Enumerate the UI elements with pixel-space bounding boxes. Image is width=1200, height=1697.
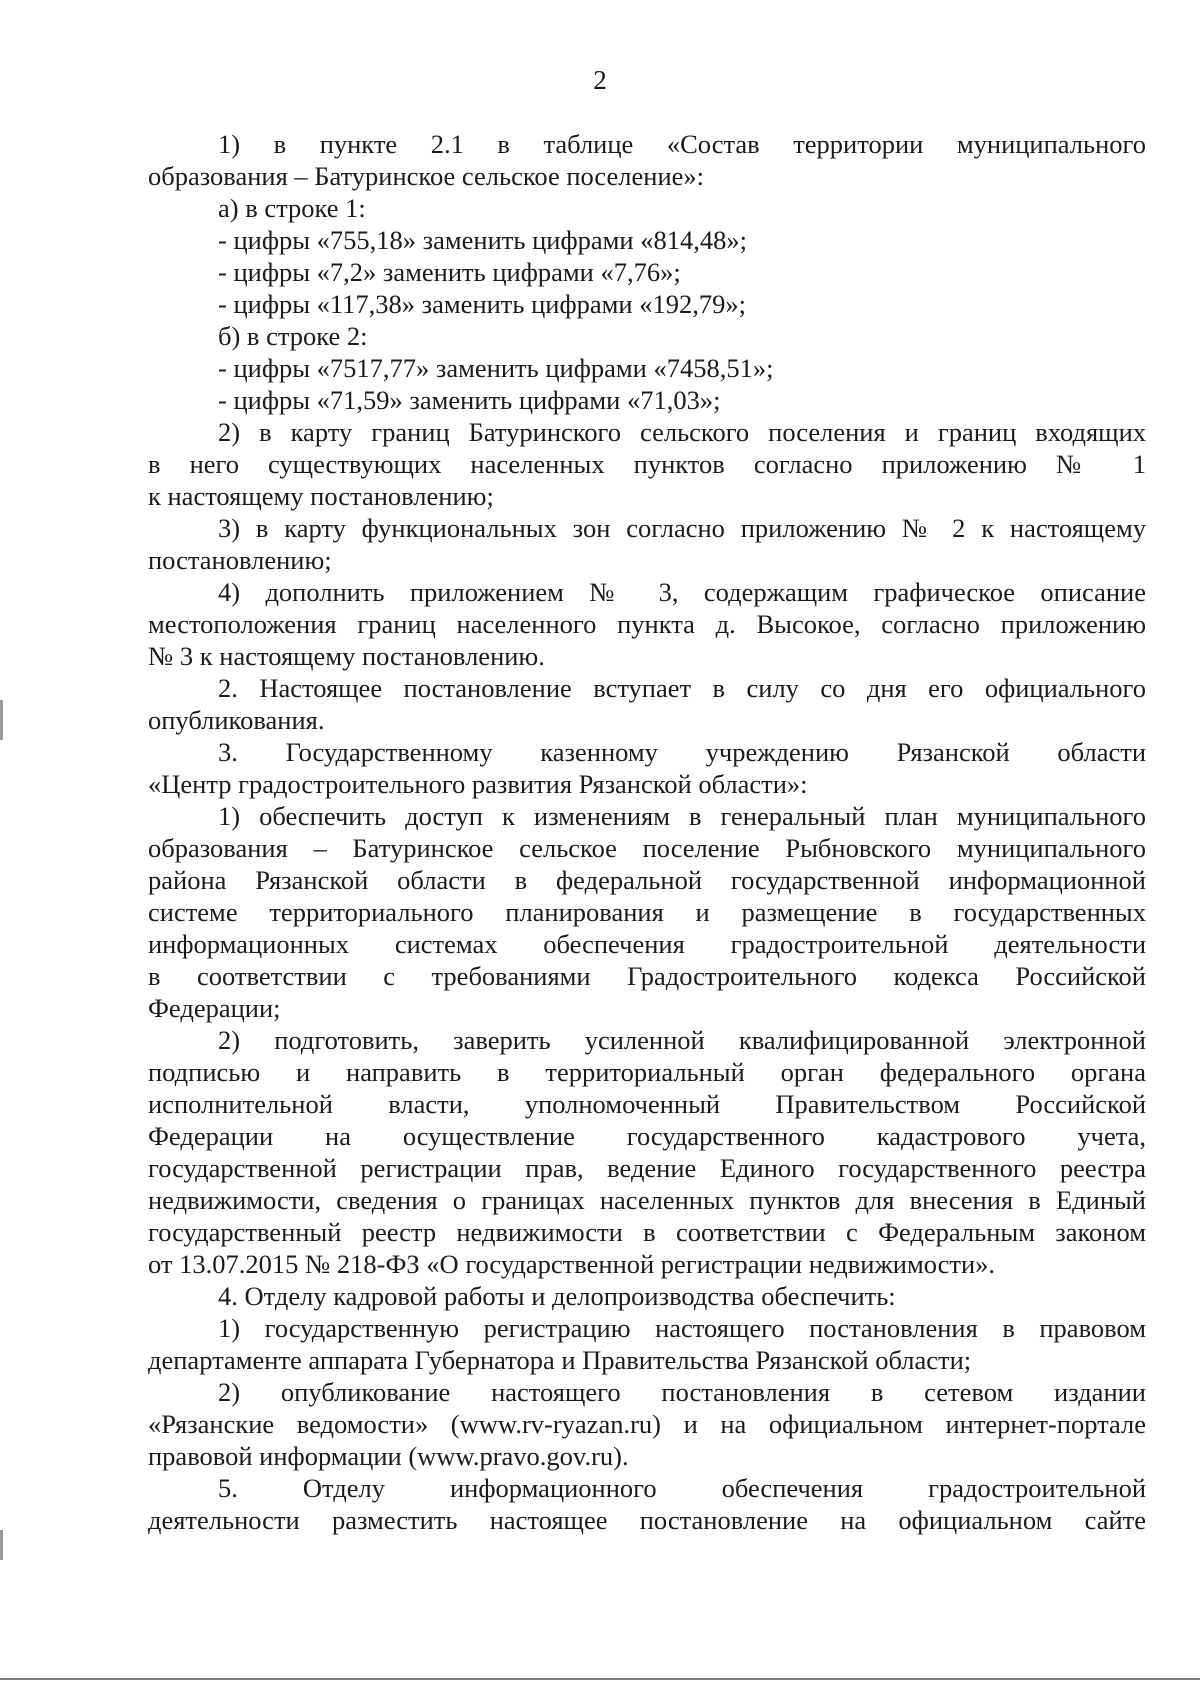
text-line: образования – Батуринское сельское поселение»: <box>148 161 704 191</box>
scan-left-edge-mark <box>0 1530 3 1560</box>
text-line: к настоящему постановлению; <box>148 481 494 511</box>
text-line: 2) опубликование настоящего постановления в сетевом издании <box>218 1377 1146 1407</box>
text-line: «Центр градостроительного развития Рязанской области»: <box>148 769 808 799</box>
text-line: 1) государственную регистрацию настоящего постановления в правовом <box>218 1313 1146 1343</box>
text-line: 1) обеспечить доступ к изменениям в генеральный план муниципального <box>218 801 1146 831</box>
text-line: «Рязанские ведомости» (www.rv-ryazan.ru) и на официальном интернет-портале <box>148 1409 1146 1439</box>
text-line: 4) дополнить приложением № 3, содержащим графическое описание <box>218 577 1146 607</box>
text-line: 2. Настоящее постановление вступает в силу со дня его официального <box>218 673 1146 703</box>
text-line: местоположения границ населенного пункта д. Высокое, согласно приложению <box>148 609 1146 639</box>
text-line: - цифры «755,18» заменить цифрами «814,48»; <box>218 225 747 255</box>
text-line: 2) в карту границ Батуринского сельского поселения и границ входящих <box>218 417 1146 447</box>
text-line: - цифры «71,59» заменить цифрами «71,03»; <box>218 385 721 415</box>
text-line: в соответствии с требованиями Градостроительного кодекса Российской <box>148 961 1146 991</box>
text-line: постановлению; <box>148 545 332 575</box>
page-number: 2 <box>593 65 607 95</box>
text-line: Федерации; <box>148 993 281 1023</box>
text-line: Федерации на осуществление государственного кадастрового учета, <box>148 1121 1146 1151</box>
text-line: системе территориального планирования и размещение в государственных <box>148 897 1146 927</box>
text-line: № 3 к настоящему постановлению. <box>148 641 545 671</box>
text-line: 5. Отделу информационного обеспечения градостроительной <box>218 1473 1146 1503</box>
text-line: 3) в карту функциональных зон согласно приложению № 2 к настоящему <box>218 513 1146 543</box>
text-line: департаменте аппарата Губернатора и Правительства Рязанской области; <box>148 1345 972 1375</box>
document-body <box>148 128 1146 1536</box>
scan-bottom-edge <box>0 1678 1200 1680</box>
text-line: - цифры «117,38» заменить цифрами «192,79»; <box>218 289 746 319</box>
text-line: - цифры «7,2» заменить цифрами «7,76»; <box>218 257 681 287</box>
text-line: б) в строке 2: <box>218 321 368 351</box>
text-line: 4. Отделу кадровой работы и делопроизводства обеспечить: <box>218 1281 896 1311</box>
text-line: исполнительной власти, уполномоченный Правительством Российской <box>148 1089 1146 1119</box>
text-line: деятельности разместить настоящее постановление на официальном сайте <box>148 1505 1146 1535</box>
text-line: 1) в пункте 2.1 в таблице «Состав территории муниципального <box>218 129 1146 159</box>
text-line: государственный реестр недвижимости в соответствии с Федеральным законом <box>148 1217 1146 1247</box>
text-line: 2) подготовить, заверить усиленной квалифицированной электронной <box>218 1025 1146 1055</box>
text-line: информационных системах обеспечения градостроительной деятельности <box>148 929 1146 959</box>
text-line: правовой информации (www.pravo.gov.ru). <box>148 1441 629 1471</box>
text-line: опубликования. <box>148 705 325 735</box>
text-line: образования – Батуринское сельское поселение Рыбновского муниципального <box>148 833 1146 863</box>
text-line: государственной регистрации прав, ведение Единого государственного реестра <box>148 1153 1146 1183</box>
text-line: в него существующих населенных пунктов согласно приложению № 1 <box>148 449 1146 479</box>
text-line: 3. Государственному казенному учреждению Рязанской области <box>218 737 1146 767</box>
text-line: района Рязанской области в федеральной государственной информационной <box>148 865 1146 895</box>
scan-left-edge-mark <box>0 700 3 740</box>
text-line: от 13.07.2015 № 218-ФЗ «О государственной регистрации недвижимости». <box>148 1249 996 1279</box>
text-line: недвижимости, сведения о границах населенных пунктов для внесения в Единый <box>148 1185 1146 1215</box>
text-line: подписью и направить в территориальный орган федерального органа <box>148 1057 1146 1087</box>
text-line: а) в строке 1: <box>218 193 366 223</box>
text-line: - цифры «7517,77» заменить цифрами «7458,51»; <box>218 353 774 383</box>
